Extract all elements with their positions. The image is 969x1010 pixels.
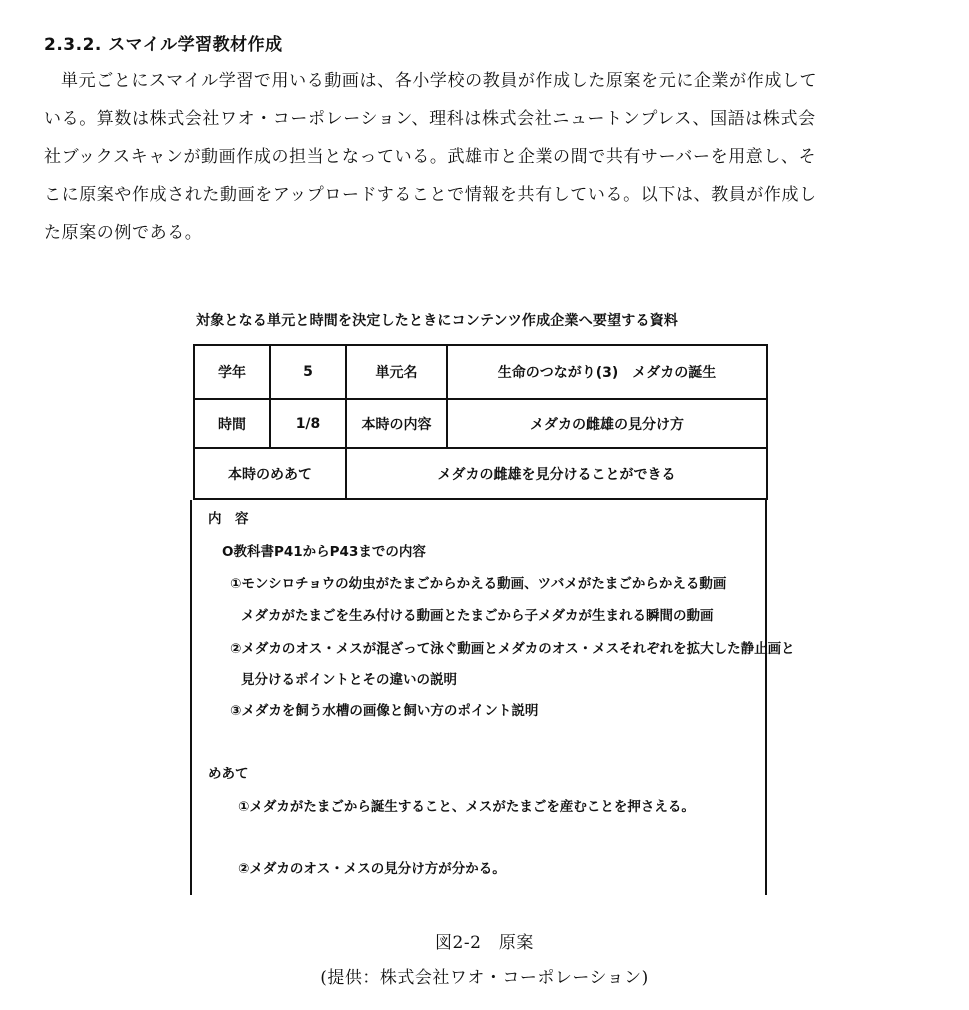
aim-value: メダカの雌雄を見分けることができる bbox=[437, 466, 676, 483]
grade-label: 学年 bbox=[218, 365, 246, 381]
body-paragraph bbox=[44, 62, 916, 252]
figure-source: (提供：株式会社ワオ・コーポレーション) bbox=[320, 968, 649, 988]
content-item: メダカがたまごを生み付ける動画とたまごから子メダカが生まれる瞬間の動画 bbox=[241, 608, 714, 624]
aim-label: 本時のめあて bbox=[228, 466, 312, 483]
aim-item: ②メダカのオス・メスの見分け方が分かる。 bbox=[238, 861, 506, 877]
aim-item: ①メダカがたまごから誕生すること、メスがたまごを産むことを押さえる。 bbox=[238, 799, 695, 815]
textbook-line: O教科書P41からP43までの内容 bbox=[222, 544, 426, 560]
content-item: ①モンシロチョウの幼虫がたまごからかえる動画、ツバメがたまごからかえる動画 bbox=[230, 576, 727, 592]
body-left-border bbox=[190, 500, 192, 895]
time-label: 時間 bbox=[218, 416, 246, 433]
grade-value: 5 bbox=[303, 364, 313, 380]
time-value: 1/8 bbox=[295, 415, 321, 432]
paragraph-line: た原案の例である。 bbox=[44, 223, 203, 243]
content-section-label: 内 容 bbox=[208, 511, 249, 527]
figure-doc-title: 対象となる単元と時間を決定したときにコンテンツ作成企業へ要望する資料 bbox=[196, 313, 679, 329]
paragraph-line: いる。算数は株式会社ワオ・コーポレーション、理科は株式会社ニュートンプレス、国語は株式会 bbox=[44, 109, 816, 129]
unit-value: 生命のつながり(3) メダカの誕生 bbox=[497, 365, 717, 381]
paragraph-line: 社ブックスキャンが動画作成の担当となっている。武雄市と企業の間で共有サーバーを用意し、そ bbox=[44, 147, 817, 167]
content-label: 本時の内容 bbox=[361, 416, 432, 433]
body-right-border bbox=[765, 500, 767, 895]
paragraph-line: 単元ごとにスマイル学習で用いる動画は、各小学校の教員が作成した原案を元に企業が作成して bbox=[61, 71, 818, 91]
content-value: メダカの雌雄の見分け方 bbox=[530, 416, 684, 433]
content-item: ③メダカを飼う水槽の画像と飼い方のポイント説明 bbox=[230, 703, 539, 719]
unit-label: 単元名 bbox=[375, 365, 418, 381]
figure-caption: 図2-2 原案 bbox=[435, 933, 534, 953]
paragraph-line: こに原案や作成された動画をアップロードすることで情報を共有している。以下は、教員が作成し bbox=[44, 185, 817, 205]
section-heading: 2.3.2. スマイル学習教材作成 bbox=[44, 35, 283, 55]
content-item: ②メダカのオス・メスが混ざって泳ぐ動画とメダカのオス・メスそれぞれを拡大した静止画と bbox=[230, 641, 795, 657]
content-item: 見分けるポイントとその違いの説明 bbox=[241, 672, 457, 688]
aims-section-label: めあて bbox=[208, 766, 249, 782]
